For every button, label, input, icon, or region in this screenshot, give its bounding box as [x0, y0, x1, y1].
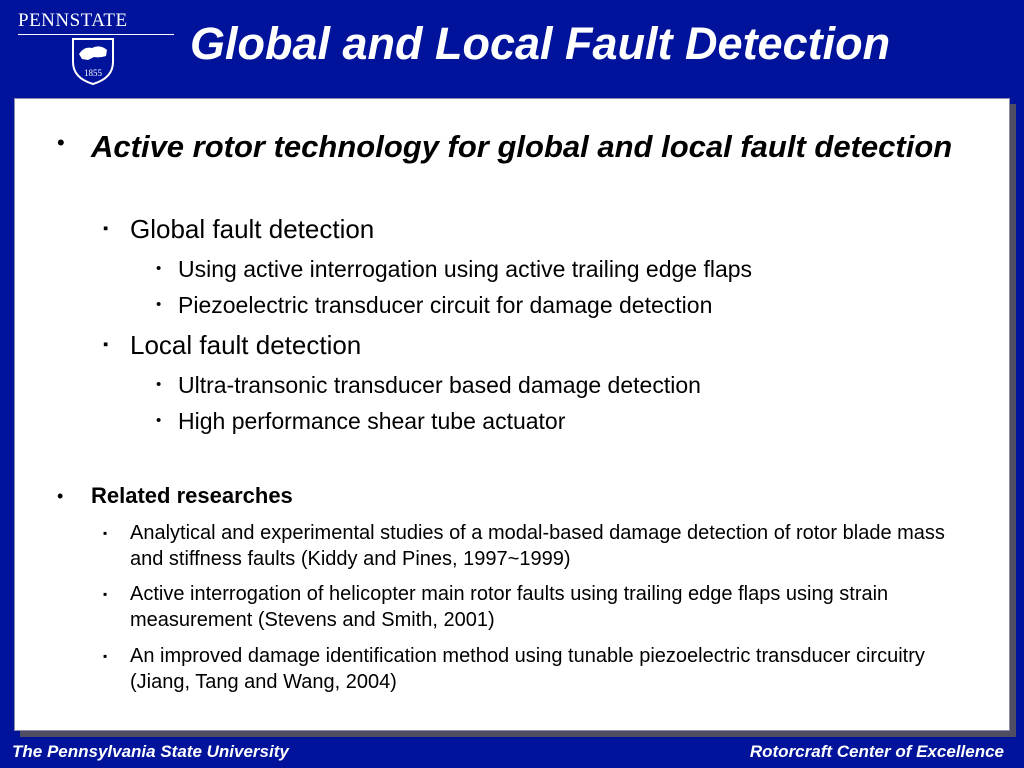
nittany-lion-shield-icon [70, 36, 116, 86]
bullet-active-rotor [53, 127, 971, 167]
logo-rule [18, 34, 174, 35]
slide-title: Global and Local Fault Detection [190, 18, 891, 69]
research-item [103, 581, 970, 633]
sub-bullet-marker: ▪ [103, 336, 109, 353]
bullet-text: Active rotor technology for global and local fault detection [91, 129, 953, 164]
research-item-text: Active interrogation of helicopter main rotor faults using trailing edge flaps using strain measurement (Stevens and Smith, 2001) [130, 583, 889, 631]
research-item [103, 643, 970, 695]
pennstate-logo [14, 8, 184, 88]
footer-university: The Pennsylvania State University [12, 742, 289, 761]
sub-sub-bullet-text: High performance shear tube actuator [178, 408, 566, 434]
logo-year: 1855 [84, 68, 102, 78]
sub-bullet-text: Global fault detection [130, 214, 375, 244]
sub-sub-bullet-text: Piezoelectric transducer circuit for damage detection [178, 292, 713, 318]
content-panel [14, 98, 1010, 731]
sub-sub-bullet-marker: • [156, 260, 162, 277]
bullet-marker: • [57, 486, 64, 506]
sub-sub-bullet-text: Using active interrogation using active trailing edge flaps [178, 256, 753, 282]
sub-sub-bullet-marker: • [156, 376, 162, 393]
sub-sub-bullet-marker: • [156, 412, 162, 429]
sub-sub-bullet-marker: • [156, 296, 162, 313]
sub-sub-bullet [156, 371, 701, 399]
research-item [103, 520, 970, 572]
bullet-text: Related researches [91, 483, 293, 508]
footer-center: Rotorcraft Center of Excellence [749, 742, 1004, 761]
sub-sub-bullet-text: Ultra-transonic transducer based damage detection [178, 372, 701, 398]
research-item-text: An improved damage identification method using tunable piezoelectric transducer circuitry (Jiang, Tang and Wang, 2004) [130, 645, 925, 693]
research-item-marker: ▪ [103, 587, 108, 601]
research-item-text: Analytical and experimental studies of a modal-based damage detection of rotor blade mass and stiffness faults (Kiddy and Pines, 1997~1999) [130, 522, 945, 570]
sub-sub-bullet [156, 407, 565, 435]
sub-sub-bullet [156, 291, 712, 319]
sub-bullet-global-fault-detection [103, 214, 374, 244]
logo-wordmark: PENNSTATE [18, 10, 128, 31]
sub-sub-bullet [156, 255, 752, 283]
sub-bullet-local-fault-detection [103, 330, 361, 360]
bullet-related-researches [53, 482, 293, 510]
research-item-marker: ▪ [103, 526, 108, 540]
bullet-marker: • [57, 130, 65, 155]
sub-bullet-marker: ▪ [103, 220, 109, 237]
research-item-marker: ▪ [103, 649, 108, 663]
sub-bullet-text: Local fault detection [130, 330, 362, 360]
